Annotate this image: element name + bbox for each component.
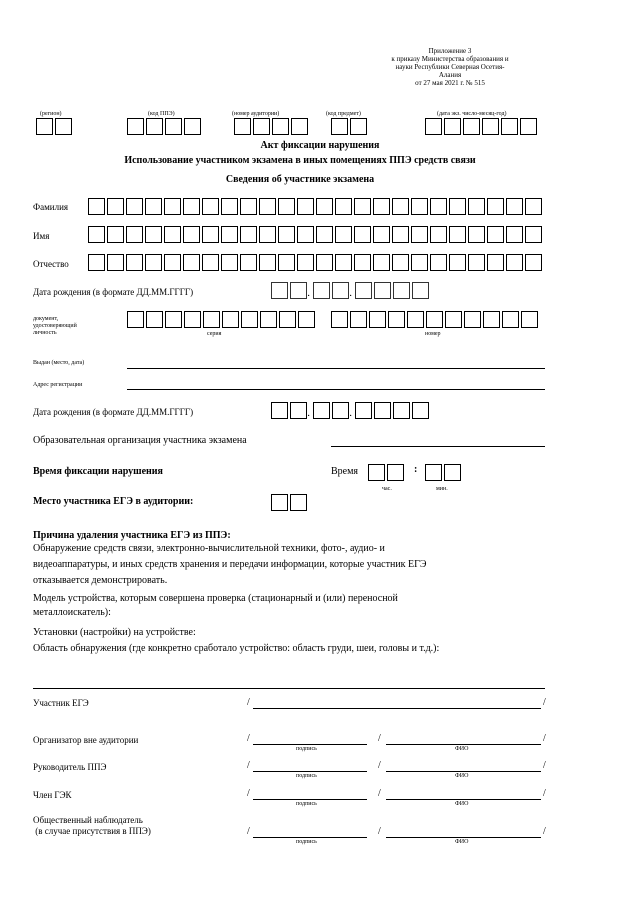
surname-box[interactable]: [221, 198, 238, 215]
birthdate-box[interactable]: [332, 282, 349, 299]
birthdate2-boxes: [271, 402, 431, 419]
region-box[interactable]: [55, 118, 72, 135]
series-box[interactable]: [222, 311, 239, 328]
name-box[interactable]: [88, 226, 105, 243]
appendix-line: Приложение 3: [428, 47, 472, 55]
head-label: Руководитель ППЭ: [33, 762, 107, 772]
sign-caption: подпись: [296, 746, 317, 752]
patronymic-box[interactable]: [411, 254, 428, 271]
birthdate2-box[interactable]: [313, 402, 330, 419]
exam-date-box[interactable]: [501, 118, 518, 135]
number-caption: номер: [425, 331, 441, 337]
room-number-box[interactable]: [272, 118, 289, 135]
ppe-code-label: (код ППЭ): [148, 111, 175, 117]
exam-date-box[interactable]: [425, 118, 442, 135]
surname-box[interactable]: [525, 198, 542, 215]
slash: /: [378, 733, 381, 744]
birthdate2-box[interactable]: [355, 402, 372, 419]
series-box[interactable]: [184, 311, 201, 328]
birthdate-box[interactable]: [393, 282, 410, 299]
gek-sign-line[interactable]: [253, 799, 367, 800]
document-series-boxes: [127, 311, 317, 328]
patronymic-box[interactable]: [202, 254, 219, 271]
series-box[interactable]: [298, 311, 315, 328]
name-box[interactable]: [392, 226, 409, 243]
organizer-fio-line[interactable]: [386, 744, 541, 745]
surname-box[interactable]: [335, 198, 352, 215]
birthdate-label: Дата рождения (в формате ДД.ММ.ГГГГ): [33, 287, 194, 297]
name-box[interactable]: [506, 226, 523, 243]
patronymic-box[interactable]: [107, 254, 124, 271]
exam-date-boxes: [425, 118, 539, 135]
series-box[interactable]: [279, 311, 296, 328]
number-box[interactable]: [521, 311, 538, 328]
region-boxes: [36, 118, 74, 135]
number-box[interactable]: [331, 311, 348, 328]
patronymic-box[interactable]: [221, 254, 238, 271]
patronymic-box[interactable]: [430, 254, 447, 271]
name-box[interactable]: [183, 226, 200, 243]
appendix-line: от 27 мая 2021 г. № 515: [415, 79, 485, 87]
sign-caption: подпись: [296, 839, 317, 845]
name-box[interactable]: [354, 226, 371, 243]
surname-box[interactable]: [468, 198, 485, 215]
birthdate2-label: Дата рождения (в формате ДД.ММ.ГГГГ): [33, 407, 194, 417]
birthdate2-box[interactable]: [332, 402, 349, 419]
patronymic-box[interactable]: [525, 254, 542, 271]
hours-caption: час.: [382, 486, 392, 492]
name-box[interactable]: [373, 226, 390, 243]
surname-label: Фамилия: [33, 202, 69, 212]
room-number-box[interactable]: [291, 118, 308, 135]
series-box[interactable]: [260, 311, 277, 328]
place-box[interactable]: [290, 494, 307, 511]
place-box[interactable]: [271, 494, 288, 511]
birthdate-box[interactable]: [355, 282, 372, 299]
observer-label-line: Общественный наблюдатель: [33, 815, 143, 825]
birthdate-box[interactable]: [412, 282, 429, 299]
subject-code-box[interactable]: [350, 118, 367, 135]
head-fio-line[interactable]: [386, 771, 541, 772]
reason-text-line: Обнаружение средств связи, электронно-вычислительной техники, фото-, аудио- и: [33, 543, 385, 554]
name-box[interactable]: [525, 226, 542, 243]
hours-box[interactable]: [368, 464, 385, 481]
number-box[interactable]: [464, 311, 481, 328]
room-number-box[interactable]: [253, 118, 270, 135]
name-box[interactable]: [316, 226, 333, 243]
birthdate2-box[interactable]: [374, 402, 391, 419]
patronymic-box[interactable]: [88, 254, 105, 271]
fio-caption: ФИО: [455, 801, 469, 807]
org-line[interactable]: [331, 446, 545, 447]
minutes-box[interactable]: [444, 464, 461, 481]
name-box[interactable]: [487, 226, 504, 243]
birthdate2-box[interactable]: [393, 402, 410, 419]
reason-text-line: отказывается демонстрировать.: [33, 575, 168, 586]
subject-code-boxes: [331, 118, 369, 135]
patronymic-box[interactable]: [126, 254, 143, 271]
birthdate-box[interactable]: [313, 282, 330, 299]
surname-box[interactable]: [126, 198, 143, 215]
number-box[interactable]: [388, 311, 405, 328]
room-number-boxes: [234, 118, 310, 135]
slash: /: [247, 788, 250, 799]
section-title: Сведения об участнике экзамена: [225, 174, 375, 185]
surname-box[interactable]: [202, 198, 219, 215]
appendix-line: Алания: [438, 71, 462, 79]
patronymic-box[interactable]: [145, 254, 162, 271]
separator-line: [33, 688, 545, 689]
head-sign-line[interactable]: [253, 771, 367, 772]
series-box[interactable]: [203, 311, 220, 328]
patronymic-box[interactable]: [487, 254, 504, 271]
violation-time-label: Время фиксации нарушения: [33, 466, 163, 477]
patronymic-label: Отчество: [33, 259, 69, 269]
surname-box[interactable]: [88, 198, 105, 215]
number-box[interactable]: [426, 311, 443, 328]
area-text: Область обнаружения (где конкретно сработало устройство: область груди, шеи, головы и т.д.):: [33, 643, 440, 654]
settings-text: Установки (настройки) на устройстве:: [33, 627, 196, 638]
slash: /: [543, 697, 546, 708]
room-number-label: (номер аудитории): [232, 111, 280, 117]
slash: /: [378, 760, 381, 771]
document-label: [33, 316, 77, 337]
gek-fio-line[interactable]: [386, 799, 541, 800]
exam-date-box[interactable]: [520, 118, 537, 135]
issued-label: Выдан (место, дата): [33, 360, 85, 366]
name-box[interactable]: [468, 226, 485, 243]
slash: /: [247, 733, 250, 744]
series-box[interactable]: [127, 311, 144, 328]
reason-text: [33, 543, 593, 587]
participant-signature-line[interactable]: [253, 708, 541, 709]
region-label: (регион): [40, 111, 62, 117]
slash: /: [543, 733, 546, 744]
number-box[interactable]: [502, 311, 519, 328]
document-label-line: документ,: [33, 316, 59, 322]
hours-boxes: [368, 464, 406, 481]
number-box[interactable]: [350, 311, 367, 328]
series-box[interactable]: [146, 311, 163, 328]
sign-caption: подпись: [296, 773, 317, 779]
minutes-caption: мин.: [436, 486, 448, 492]
surname-box[interactable]: [259, 198, 276, 215]
name-box[interactable]: [278, 226, 295, 243]
name-box[interactable]: [126, 226, 143, 243]
room-number-box[interactable]: [234, 118, 251, 135]
name-boxes: [88, 226, 544, 243]
surname-box[interactable]: [430, 198, 447, 215]
slash: /: [378, 788, 381, 799]
surname-box[interactable]: [316, 198, 333, 215]
surname-box[interactable]: [145, 198, 162, 215]
series-box[interactable]: [241, 311, 258, 328]
birthdate2-box[interactable]: [412, 402, 429, 419]
fio-caption: ФИО: [455, 746, 469, 752]
name-box[interactable]: [107, 226, 124, 243]
model-text: [33, 593, 593, 619]
reason-text-line: видеоаппаратуры, и иных средств хранения и передачи информации, которые участник ЕГЭ: [33, 559, 427, 570]
exam-date-box[interactable]: [482, 118, 499, 135]
appendix-line: к приказу Министерства образования и: [391, 55, 509, 63]
series-caption: серия: [207, 331, 222, 337]
name-box[interactable]: [449, 226, 466, 243]
slash: /: [543, 760, 546, 771]
patronymic-boxes: [88, 254, 544, 271]
organizer-sign-line[interactable]: [253, 744, 367, 745]
surname-box[interactable]: [240, 198, 257, 215]
slash: /: [247, 760, 250, 771]
model-text-line: Модель устройства, которым совершена проверка (стационарный и (или) переносной: [33, 593, 398, 604]
birthdate2-box[interactable]: [271, 402, 288, 419]
ppe-code-box[interactable]: [146, 118, 163, 135]
number-box[interactable]: [445, 311, 462, 328]
model-text-line: металлоискатель):: [33, 607, 111, 618]
patronymic-box[interactable]: [240, 254, 257, 271]
time-word: Время: [331, 466, 359, 477]
minutes-box[interactable]: [425, 464, 442, 481]
series-box[interactable]: [165, 311, 182, 328]
ppe-code-boxes: [127, 118, 203, 135]
fio-caption: ФИО: [455, 773, 469, 779]
patronymic-box[interactable]: [449, 254, 466, 271]
surname-box[interactable]: [107, 198, 124, 215]
surname-box[interactable]: [278, 198, 295, 215]
patronymic-box[interactable]: [506, 254, 523, 271]
participant-label: Участник ЕГЭ: [33, 698, 89, 708]
reason-heading: Причина удаления участника ЕГЭ из ППЭ:: [33, 530, 231, 541]
surname-box[interactable]: [164, 198, 181, 215]
observer-sign-line[interactable]: [253, 837, 367, 838]
name-box[interactable]: [430, 226, 447, 243]
surname-box[interactable]: [449, 198, 466, 215]
birthdate2-box[interactable]: [290, 402, 307, 419]
appendix-line: науки Республики Северная Осетия-: [395, 63, 505, 71]
surname-box[interactable]: [392, 198, 409, 215]
document-label-line: удостоверяющий: [33, 323, 77, 329]
patronymic-box[interactable]: [259, 254, 276, 271]
surname-box[interactable]: [487, 198, 504, 215]
gek-label: Член ГЭК: [33, 790, 72, 800]
act-subtitle: Использование участником экзамена в иных помещениях ППЭ средств связи: [124, 155, 476, 166]
birthdate-box[interactable]: [374, 282, 391, 299]
subject-code-label: (код предмет): [326, 111, 361, 117]
name-box[interactable]: [145, 226, 162, 243]
patronymic-box[interactable]: [297, 254, 314, 271]
exam-date-box[interactable]: [444, 118, 461, 135]
observer-fio-line[interactable]: [386, 837, 541, 838]
name-box[interactable]: [411, 226, 428, 243]
ppe-code-box[interactable]: [165, 118, 182, 135]
patronymic-box[interactable]: [354, 254, 371, 271]
surname-box[interactable]: [411, 198, 428, 215]
patronymic-box[interactable]: [316, 254, 333, 271]
issued-line[interactable]: [127, 368, 545, 369]
number-box[interactable]: [483, 311, 500, 328]
slash: /: [543, 826, 546, 837]
slash: /: [247, 697, 250, 708]
ppe-code-box[interactable]: [127, 118, 144, 135]
surname-box[interactable]: [373, 198, 390, 215]
slash: /: [378, 826, 381, 837]
name-box[interactable]: [297, 226, 314, 243]
minutes-boxes: [425, 464, 463, 481]
slash: /: [543, 788, 546, 799]
subject-code-box[interactable]: [331, 118, 348, 135]
patronymic-box[interactable]: [392, 254, 409, 271]
region-box[interactable]: [36, 118, 53, 135]
act-title: Акт фиксации нарушения: [260, 140, 380, 151]
birthdate-box[interactable]: [271, 282, 288, 299]
document-number-boxes: [331, 311, 540, 328]
address-label: Адрес регистрации: [33, 382, 83, 388]
patronymic-box[interactable]: [164, 254, 181, 271]
name-box[interactable]: [259, 226, 276, 243]
surname-box[interactable]: [183, 198, 200, 215]
observer-label-line: (в случае присутствия в ППЭ): [33, 826, 151, 836]
surname-box[interactable]: [506, 198, 523, 215]
sign-caption: подпись: [296, 801, 317, 807]
place-label: Место участника ЕГЭ в аудитории:: [33, 496, 194, 507]
fio-caption: ФИО: [455, 839, 469, 845]
patronymic-box[interactable]: [278, 254, 295, 271]
patronymic-box[interactable]: [335, 254, 352, 271]
hours-box[interactable]: [387, 464, 404, 481]
name-label: Имя: [33, 231, 50, 241]
appendix-block: [350, 47, 550, 87]
place-boxes: [271, 494, 309, 511]
birthdate-boxes: [271, 282, 431, 299]
name-box[interactable]: [240, 226, 257, 243]
name-box[interactable]: [164, 226, 181, 243]
observer-label: [33, 815, 151, 837]
name-box[interactable]: [335, 226, 352, 243]
patronymic-box[interactable]: [373, 254, 390, 271]
slash: /: [247, 826, 250, 837]
document-label-line: личность: [33, 330, 57, 336]
name-box[interactable]: [202, 226, 219, 243]
ppe-code-box[interactable]: [184, 118, 201, 135]
organizer-label: Организатор вне аудитории: [33, 735, 139, 745]
surname-box[interactable]: [354, 198, 371, 215]
address-line[interactable]: [127, 389, 545, 390]
name-box[interactable]: [221, 226, 238, 243]
surname-boxes: [88, 198, 544, 215]
exam-date-label: (дата экз. число-месяц-год): [437, 111, 507, 117]
patronymic-box[interactable]: [183, 254, 200, 271]
number-box[interactable]: [369, 311, 386, 328]
org-label: Образовательная организация участника экзамена: [33, 435, 247, 446]
surname-box[interactable]: [297, 198, 314, 215]
birthdate-box[interactable]: [290, 282, 307, 299]
number-box[interactable]: [407, 311, 424, 328]
exam-date-box[interactable]: [463, 118, 480, 135]
patronymic-box[interactable]: [468, 254, 485, 271]
time-colon: :: [414, 464, 418, 475]
